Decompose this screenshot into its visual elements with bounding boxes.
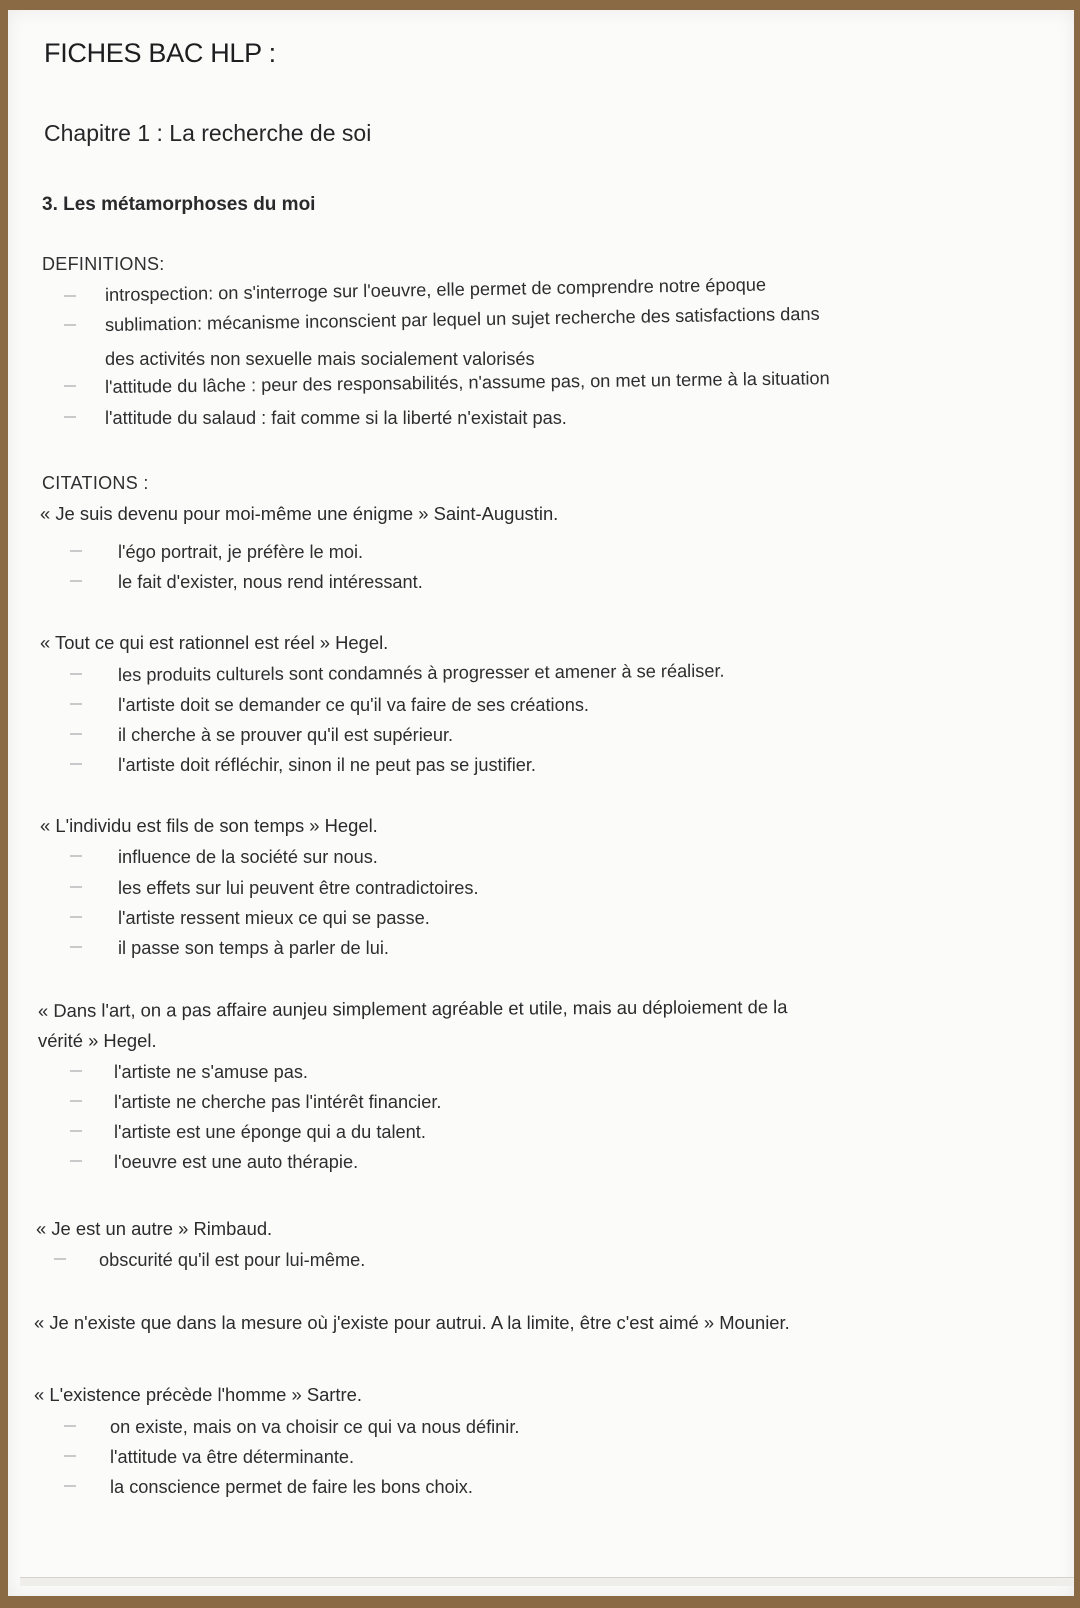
bullet-dash (64, 416, 76, 418)
section-title: 3. Les métamorphoses du moi (42, 194, 316, 215)
citation-point: l'artiste ne cherche pas l'intérêt financier. (114, 1092, 442, 1112)
citation-point: l'artiste doit se demander ce qu'il va faire de ses créations. (118, 695, 589, 715)
bullet-dash (70, 1070, 82, 1072)
citation-quote: « Je suis devenu pour moi-même une énigme » Saint-Augustin. (40, 503, 559, 524)
definition-item: l'attitude du salaud : fait comme si la liberté n'existait pas. (105, 408, 567, 428)
bullet-dash (70, 550, 82, 552)
bullet-dash (70, 855, 82, 857)
citation-quote: « Je est un autre » Rimbaud. (36, 1218, 273, 1239)
citation-point: l'artiste doit réfléchir, sinon il ne peut pas se justifier. (118, 755, 536, 775)
bullet-dash (70, 1160, 82, 1162)
definition-item-continued: des activités non sexuelle mais socialement valorisés (105, 349, 535, 369)
citation-point: la conscience permet de faire les bons choix. (110, 1477, 473, 1497)
bullet-dash (70, 886, 82, 888)
bullet-dash (64, 1485, 76, 1487)
bullet-dash (64, 1455, 76, 1457)
citation-quote: « Je n'existe que dans la mesure où j'existe pour autrui. A la limite, être c'est aimé » Mounier. (34, 1312, 790, 1333)
citation-point: il cherche à se prouver qu'il est supérieur. (118, 725, 454, 745)
citation-point: l'artiste est une éponge qui a du talent. (114, 1122, 426, 1142)
bullet-dash (70, 703, 82, 705)
definition-item: l'attitude du lâche : peur des responsabilités, n'assume pas, on met un terme à la situation (104, 368, 830, 397)
bullet-dash (54, 1258, 66, 1260)
citation-quote: « L'individu est fils de son temps » Hegel. (40, 815, 378, 836)
definition-item: sublimation: mécanisme inconscient par lequel un sujet recherche des satisfactions dans (104, 303, 820, 335)
bullet-dash (70, 1130, 82, 1132)
citation-point: le fait d'exister, nous rend intéressant. (118, 572, 423, 592)
bullet-dash (70, 673, 82, 675)
document-title: FICHES BAC HLP : (44, 38, 276, 68)
citation-point: les produits culturels sont condamnés à progresser et amener à se réaliser. (117, 660, 725, 685)
citation-quote-continued: vérité » Hegel. (38, 1030, 157, 1051)
citation-point: l'égo portrait, je préfère le moi. (118, 542, 364, 562)
bullet-dash (70, 763, 82, 765)
definition-item: introspection: on s'interroge sur l'oeuvre, elle permet de comprendre notre époque (104, 274, 767, 305)
citation-quote: « L'existence précède l'homme » Sartre. (34, 1384, 363, 1405)
chapter-title: Chapitre 1 : La recherche de soi (44, 120, 372, 146)
bullet-dash (64, 295, 76, 297)
citation-point: l'oeuvre est une auto thérapie. (114, 1152, 359, 1172)
citation-point: il passe son temps à parler de lui. (118, 938, 389, 958)
citation-quote: « Dans l'art, on a pas affaire aunjeu simplement agréable et utile, mais au déploiement de la (37, 996, 788, 1021)
citation-point: obscurité qu'il est pour lui-même. (99, 1250, 366, 1270)
definitions-heading: DEFINITIONS: (42, 254, 165, 274)
page-edge (20, 1577, 1074, 1586)
bullet-dash (64, 324, 76, 326)
citation-point: l'artiste ne s'amuse pas. (114, 1062, 308, 1082)
citation-quote: « Tout ce qui est rationnel est réel » Hegel. (40, 632, 389, 653)
citations-heading: CITATIONS : (42, 473, 149, 493)
bullet-dash (70, 580, 82, 582)
citation-point: les effets sur lui peuvent être contradictoires. (118, 878, 479, 898)
citation-point: l'attitude va être déterminante. (110, 1447, 355, 1467)
bullet-dash (64, 385, 76, 387)
bullet-dash (70, 946, 82, 948)
citation-point: l'artiste ressent mieux ce qui se passe. (118, 908, 430, 928)
bullet-dash (70, 1100, 82, 1102)
bullet-dash (70, 733, 82, 735)
citation-point: influence de la société sur nous. (118, 847, 378, 867)
document-page (8, 10, 1074, 1596)
bullet-dash (64, 1425, 76, 1427)
bullet-dash (70, 916, 82, 918)
citation-point: on existe, mais on va choisir ce qui va nous définir. (110, 1417, 520, 1437)
